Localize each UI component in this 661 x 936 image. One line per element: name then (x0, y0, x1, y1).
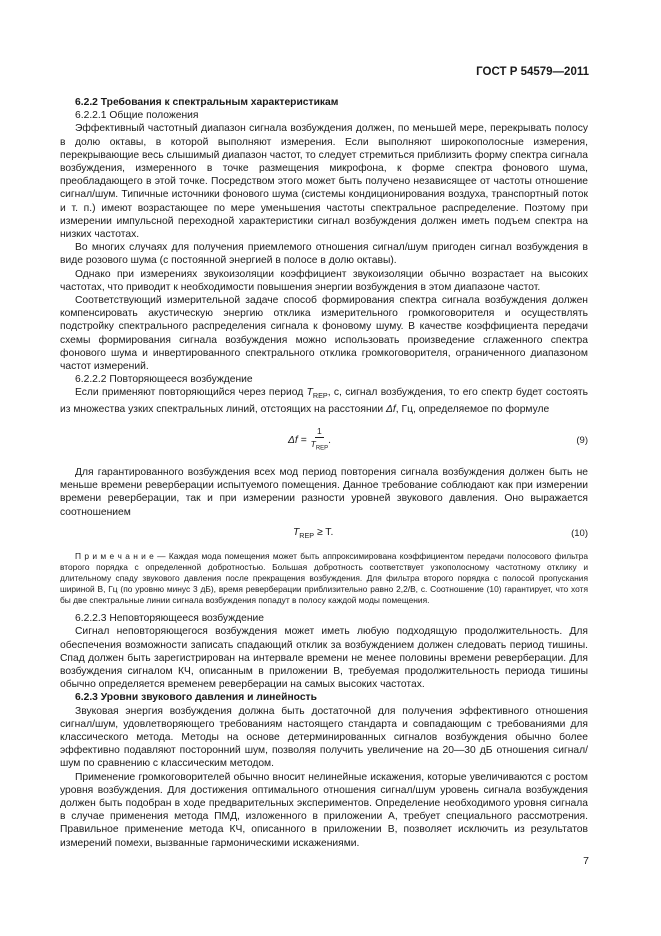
subsection-heading-6-2-2-3: 6.2.2.3 Неповторяющееся возбуждение (75, 613, 264, 625)
paragraph: Во многих случаях для получения приемлемого отношения сигнал/шум пригоден сигнал возбуждения в виде розового шума (с постоянной энергией в полосе в долю октавы). (60, 242, 588, 267)
paragraph: Звуковая энергия возбуждения должна быть достаточной для получения эффективного отношения сигнал/шум, удовлетворяющего требованиям настоящего стандарта и совпадающим с требованиями для классического метода. Методы на основе детерминированных сигналов возбуждения обычно более эффективно подавляют посторонний шум, позволяя получить увеличение на 20—30 дБ отношения сигнал/шум по сравнению с классическим методом. (60, 705, 588, 770)
page-number: 7 (583, 855, 589, 867)
paragraph: Сигнал неповторяющегося возбуждения может иметь любую подходящую продолжительность. Для обеспечения возможности записать спадающий отклик за возбуждением должен следовать период тишины. Спад должен быть зарегистрирован на интервале времени не менее половины времени реверберации. Для возбуждения сигналом КЧ, описанным в приложении В, требуемая продолжительность периода тишины обычно определяется временем реверберации на самых высоких частотах. (60, 626, 588, 691)
fraction: $\frac{1}{T_{REP}}$ (310, 425, 329, 452)
formula-number: (9) (576, 434, 588, 446)
formula-9: Δf = $\frac{1}{T_{REP}}$ . (9) (60, 420, 588, 460)
formula-10: $T_{REP} \ge T$. (10) (293, 526, 588, 540)
paragraph: Однако при измерениях звукоизоляции коэффициент звукоизоляции обычно возрастает на высоких частотах, что приводит к необходимости повышения энергии возбуждения в этом диапазоне частот. (60, 268, 588, 293)
section-heading-6-2-2: 6.2.2 Требования к спектральным характеристикам (75, 97, 339, 108)
subsection-heading-6-2-2-1: 6.2.2.1 Общие положения (75, 110, 199, 122)
paragraph-with-symbols: Если применяют повторяющийся через период $T_{REP}$, с, сигнал возбуждения, то его спектр будет состоять из множества узких спектральных линий, отстоящих на расстоянии Δf, Гц, определяемое по формуле (60, 387, 588, 415)
document-header: ГОСТ Р 54579—2011 (476, 66, 589, 78)
paragraph: Эффективный частотный диапазон сигнала возбуждения должен, по меньшей мере, перекрывать полосу в долю октавы, в которой выполняют измерения. Если выполняют широкополосные измерения, перекрывающие весь слышимый диапазон частот, то следует стремиться приблизить форму спектра сигнала возбуждения, измеренного в точке размещения микрофона, к форме спектра фонового шума, преобладающего в этой точке. Посредством этого может быть получено независящее от частоты отношение сигнал/шум. Типичные источники фонового шума (системы кондиционирования воздуха, транспортный поток и т. п.) имеют возрастающее по мере уменьшения частоты спектральное распределение. Поэтому при измерении импульсной переходной характеристики сигнал возбуждения должен иметь подъем спектра на низких частотах. (60, 123, 588, 241)
subsection-heading-6-2-2-2: 6.2.2.2 Повторяющееся возбуждение (75, 374, 253, 386)
section-heading-6-2-3: 6.2.3 Уровни звукового давления и линейность (75, 692, 317, 704)
paragraph: Применение громкоговорителей обычно вносит нелинейные искажения, которые увеличиваются с ростом уровня возбуждения. Для достижения оптимального отношения сигнал/шум уровень сигнала возбуждения должен быть подобран в ходе предварительных экспериментов. Определение необходимого уровня сигнала в случае применения метода ПМД, изложенного в приложении А, требует специального рассмотрения. Правильное применение метода КЧ, описанного в приложении В, позволяет исключить из результатов измерений помехи, вызванные гармоническими искажениями. (60, 771, 588, 849)
paragraph: Для гарантированного возбуждения всех мод период повторения сигнала возбуждения должен быть не меньше времени реверберации испытуемого помещения. Данное требование соблюдают как при измерении времени реверберации, так и при измерении разности уровней звукового давления. Оно выражается соотношением (60, 466, 588, 518)
paragraph: Соответствующий измерительной задаче способ формирования спектра сигнала возбуждения должен компенсировать акустическую энергию отклика измерительного громкоговорителя и осуществлять подстройку спектрального распределения сигнала к фоновому шуму. В качестве коэффициента передачи схемы формирования сигнала возбуждения можно использовать произведение сглаженного спектра фонового шума и инвертированного спектрального отклика громкоговорителя, ограниченного диапазоном частот измерений. (60, 295, 588, 373)
note: П р и м е ч а н и е — Каждая мода помещения может быть аппроксимирована коэффициентом передачи полосового фильтра второго порядка с определенной добротностью. Большая добротность соответствует узкополосному частотному отклику и длительному спаду звукового давления после прекращения возбуждения. Для фильтра второго порядка с полосой пропускания шириной B, Гц (по уровню минус 3 дБ), время реверберации приблизительно равно 2,2/B, с. Соотношение (10) гарантирует, что хотя бы две спектральные линии сигнала возбуждения попадут в полосу каждой моды помещения. (60, 550, 588, 606)
document-body (60, 96, 588, 850)
formula-number: (10) (571, 527, 588, 539)
